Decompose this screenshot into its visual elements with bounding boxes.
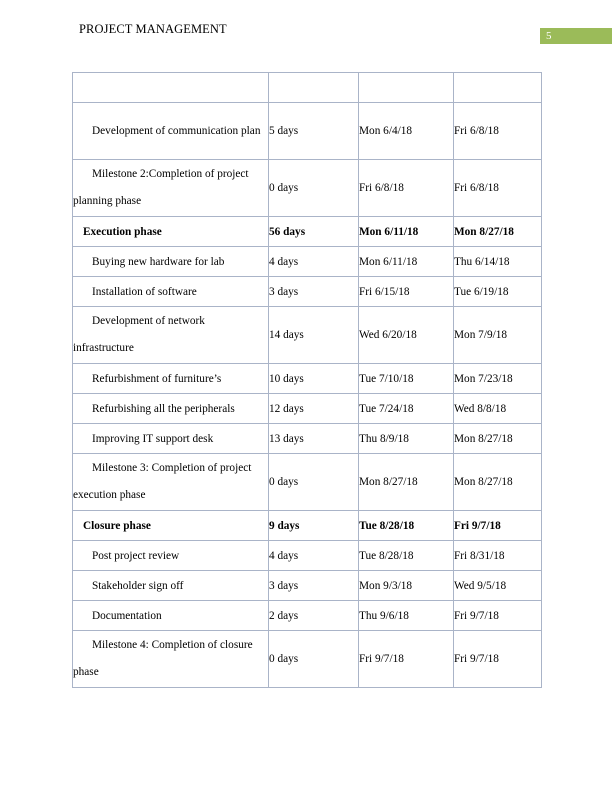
start-date-cell: Fri 6/8/18 [359,160,454,217]
task-name-cell [73,247,269,277]
finish-date-cell: Tue 6/19/18 [454,277,542,307]
start-date-cell: Mon 6/11/18 [359,217,454,247]
task-name: Development of network infrastructure [73,315,205,354]
table-row [73,541,542,571]
project-schedule-table [72,72,542,688]
finish-date-cell: Fri 9/7/18 [454,511,542,541]
table-row [73,103,542,160]
table-row [73,571,542,601]
task-name: Development of communication plan [92,124,261,137]
duration-cell: 9 days [269,511,359,541]
task-name-cell [73,541,269,571]
finish-date-cell: Fri 6/8/18 [454,160,542,217]
duration-cell: 10 days [269,364,359,394]
start-date-cell: Tue 7/10/18 [359,364,454,394]
task-name-cell [73,103,269,160]
task-name-cell [73,394,269,424]
duration-cell: 13 days [269,424,359,454]
task-name: Refurbishing all the peripherals [92,402,235,415]
task-name-cell [73,307,269,364]
finish-date-cell: Thu 6/14/18 [454,247,542,277]
duration-cell: 5 days [269,103,359,160]
table-row [73,277,542,307]
phase-row [73,217,542,247]
task-name-cell [73,511,269,541]
table-row [73,307,542,364]
table-row [73,364,542,394]
task-name: Execution phase [83,225,162,238]
duration-cell: 2 days [269,601,359,631]
duration-cell: 0 days [269,631,359,688]
task-name-cell [73,73,269,103]
finish-date-cell: Fri 9/7/18 [454,631,542,688]
finish-date-cell [454,73,542,103]
task-name: Milestone 4: Completion of closure phase [73,639,253,678]
finish-date-cell: Mon 8/27/18 [454,424,542,454]
task-name: Improving IT support desk [92,432,214,445]
start-date-cell: Thu 8/9/18 [359,424,454,454]
table-row [73,247,542,277]
start-date-cell: Mon 6/4/18 [359,103,454,160]
finish-date-cell: Mon 7/9/18 [454,307,542,364]
finish-date-cell: Mon 8/27/18 [454,454,542,511]
running-header-title: PROJECT MANAGEMENT [79,22,227,36]
duration-cell: 3 days [269,277,359,307]
duration-cell: 0 days [269,454,359,511]
start-date-cell: Mon 6/11/18 [359,247,454,277]
start-date-cell: Mon 9/3/18 [359,571,454,601]
task-name: Stakeholder sign off [92,579,184,592]
task-name-cell [73,217,269,247]
task-name-cell [73,454,269,511]
task-name: Refurbishment of furniture’s [92,372,222,385]
finish-date-cell: Wed 9/5/18 [454,571,542,601]
start-date-cell: Fri 6/15/18 [359,277,454,307]
table-row [73,601,542,631]
task-name-cell [73,601,269,631]
task-name: Closure phase [83,519,151,532]
phase-row [73,511,542,541]
finish-date-cell: Fri 8/31/18 [454,541,542,571]
duration-cell: 3 days [269,571,359,601]
task-name: Installation of software [92,285,197,298]
task-name-cell [73,571,269,601]
finish-date-cell: Mon 8/27/18 [454,217,542,247]
task-name: Buying new hardware for lab [92,255,225,268]
start-date-cell: Tue 7/24/18 [359,394,454,424]
page-number-badge: 5 [540,28,612,44]
blank-row [73,73,542,103]
start-date-cell: Fri 9/7/18 [359,631,454,688]
start-date-cell: Tue 8/28/18 [359,511,454,541]
start-date-cell [359,73,454,103]
table-row [73,631,542,688]
table-row [73,424,542,454]
start-date-cell: Wed 6/20/18 [359,307,454,364]
duration-cell: 12 days [269,394,359,424]
start-date-cell: Mon 8/27/18 [359,454,454,511]
duration-cell: 0 days [269,160,359,217]
duration-cell: 4 days [269,247,359,277]
duration-cell: 56 days [269,217,359,247]
finish-date-cell: Wed 8/8/18 [454,394,542,424]
table-row [73,454,542,511]
task-name-cell [73,277,269,307]
duration-cell: 4 days [269,541,359,571]
task-name: Milestone 3: Completion of project execution phase [73,462,252,501]
task-name-cell [73,631,269,688]
finish-date-cell: Fri 9/7/18 [454,601,542,631]
duration-cell [269,73,359,103]
table-row [73,394,542,424]
start-date-cell: Thu 9/6/18 [359,601,454,631]
start-date-cell: Tue 8/28/18 [359,541,454,571]
task-name-cell [73,160,269,217]
finish-date-cell: Fri 6/8/18 [454,103,542,160]
task-name-cell [73,364,269,394]
task-name: Documentation [92,609,162,622]
finish-date-cell: Mon 7/23/18 [454,364,542,394]
task-name-cell [73,424,269,454]
duration-cell: 14 days [269,307,359,364]
table-row [73,160,542,217]
task-name: Milestone 2:Completion of project planning phase [73,168,249,207]
task-name: Post project review [92,549,180,562]
